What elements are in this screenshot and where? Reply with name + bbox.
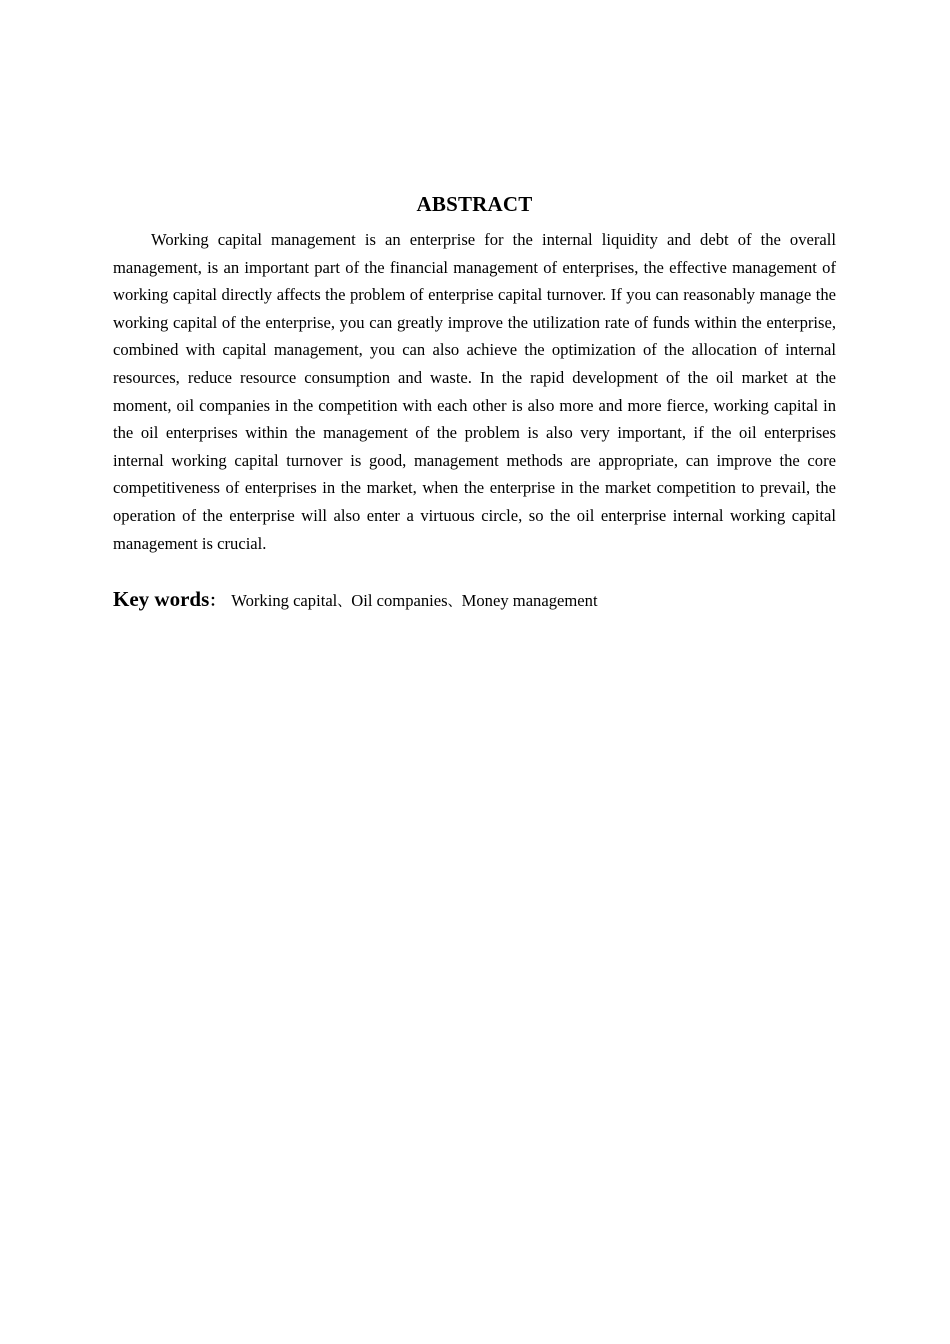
keywords-colon: ： (209, 593, 226, 611)
keywords-label: Key words (113, 587, 210, 612)
keyword-item: Money management (461, 591, 598, 611)
keyword-item: Oil companies (351, 591, 448, 611)
keyword-separator: 、 (337, 594, 352, 611)
keywords-line (113, 585, 836, 616)
abstract-body: Working capital management is an enterprise for the internal liquidity and debt of the overall management, is an important part of the financial management of enterprises, the effective management of working capital directly affects the problem of enterprise capital turnover. If you can reasonably manage the working capital of the enterprise, you can greatly improve the utilization rate of funds within the enterprise, combined with capital management, you can also achieve the optimization of the allocation of internal resources, reduce resource consumption and waste. In the rapid development of the oil market at the moment, oil companies in the competition with each other is also more and more fierce, working capital in the oil enterprises within the management of the problem is also very important, if the oil enterprises internal working capital turnover is good, management methods are appropriate, can improve the core competitiveness of enterprises in the market, when the enterprise in the market competition to prevail, the operation of the enterprise will also enter a virtuous circle, so the oil enterprise internal working capital management is crucial. (113, 230, 836, 553)
keyword-item: Working capital (231, 591, 338, 611)
abstract-title: ABSTRACT (416, 192, 533, 216)
abstract-section (113, 190, 836, 616)
keyword-separator: 、 (447, 594, 462, 611)
